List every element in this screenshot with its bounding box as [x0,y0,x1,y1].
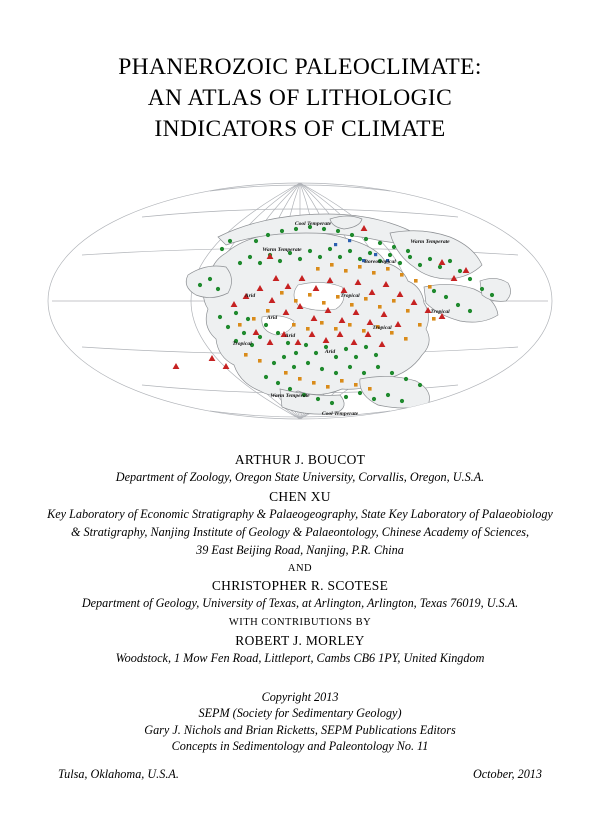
climate-label-13: Cool Temperate [321,411,359,417]
author-affiliation-2-line-2: & Stratigraphy, Nanjing Institute of Geology & Palaeontology, Chinese Academy of Sciences, [70,524,530,539]
authors-block [0,451,600,667]
author-name-1: ARTHUR J. BOUCOT [234,452,366,467]
climate-label-9: Arid [284,333,296,339]
copyright-line-2: SEPM (Society for Sedimentary Geology) [198,706,402,720]
world-map-svg [30,167,570,435]
contributor-name: ROBERT J. MORLEY [235,633,365,648]
footer [58,767,542,782]
climate-label-12: Warm Temperate [270,393,310,399]
climate-label-0: Cool Temperate [294,221,332,227]
climate-label-2: Warm Temperate [262,247,302,253]
climate-label-5: Tropical [340,293,360,299]
climate-label-8: Tropical [372,325,392,331]
copyright-line-1: Copyright 2013 [261,689,339,704]
title-line-1: PHANEROZOIC PALEOCLIMATE: [118,54,482,80]
climate-label-11: Arid [324,349,336,355]
author-name-3: CHRISTOPHER R. SCOTESE [211,577,389,593]
title-line-2: AN ATLAS OF LITHOLOGIC [147,85,453,111]
climate-label-3: Boreotropical [364,259,396,265]
climate-label-10: Tropical [232,341,252,347]
climate-label-6: Tropical [430,309,450,315]
copyright-line-4: Concepts in Sedimentology and Paleontology No. 11 [171,739,429,753]
title-line-3: INDICATORS OF CLIMATE [154,116,446,142]
contributor-affiliation-line-1: Woodstock, 1 Mow Fen Road, Littleport, Cambs CB6 1PY, United Kingdom [115,651,485,665]
author-affiliation-2-line-3: 39 East Beijing Road, Nanjing, P.R. China [196,542,404,557]
climate-label-4: Arid [244,293,256,299]
copyright-block [0,689,600,755]
contributions-label: WITH CONTRIBUTIONS BY [228,617,372,628]
author-name-2: CHEN XU [269,488,331,504]
page-title [0,52,600,145]
author-affiliation-3-line-1: Department of Geology, University of Texas, at Arlington, Arlington, Texas 76019, U.S.A. [81,595,519,610]
title-page [0,52,600,828]
climate-label-7: Arid [266,315,278,321]
paleoclimate-world-map [30,167,570,435]
author-affiliation-1-line-1: Department of Zoology, Oregon State University, Corvallis, Oregon, U.S.A. [115,470,485,484]
footer-place: Tulsa, Oklahoma, U.S.A. [58,767,179,781]
author-connector: AND [287,562,313,574]
footer-date: October, 2013 [472,767,542,781]
copyright-line-3: Gary J. Nichols and Brian Ricketts, SEPM Publications Editors [144,722,456,737]
author-affiliation-2-line-1: Key Laboratory of Economic Stratigraphy & Palaeogeography, State Key Laboratory of Palaeobiology [47,506,553,521]
climate-label-1: Warm Temperate [410,239,450,245]
